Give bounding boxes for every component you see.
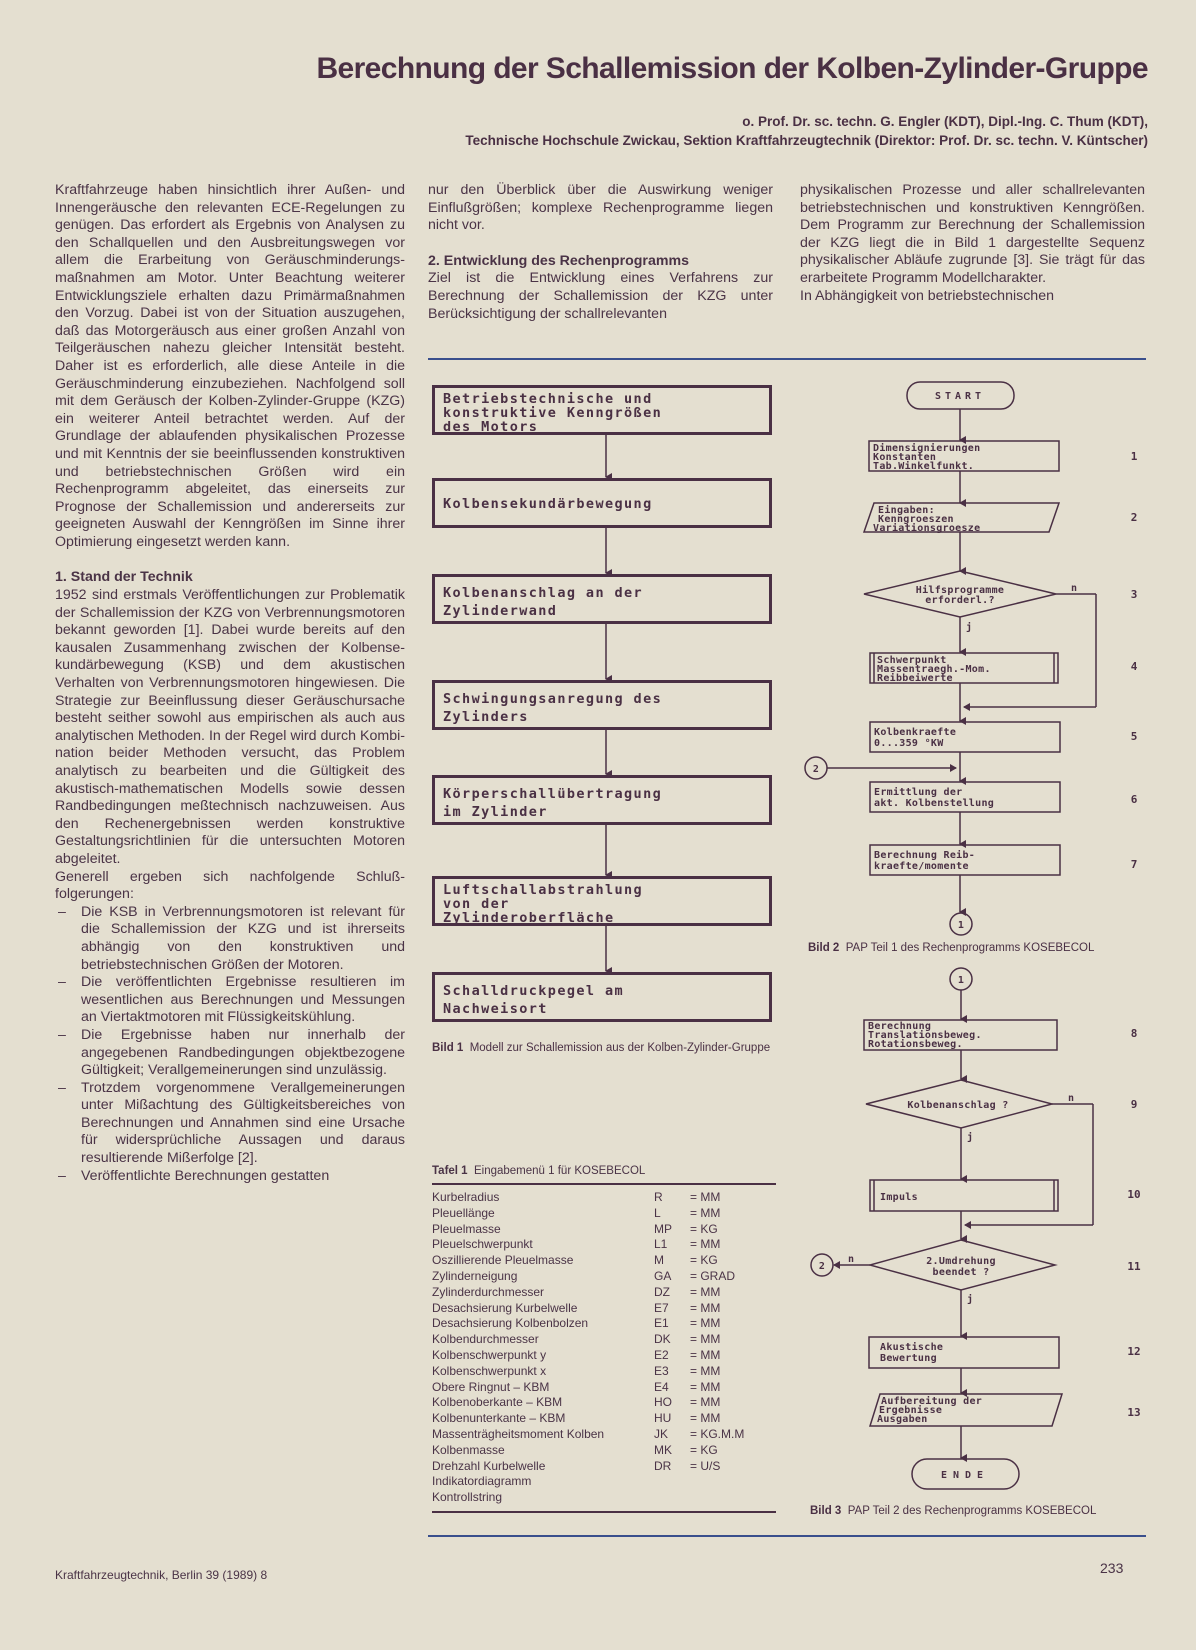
- pap-text: Reibbeiwerte: [877, 673, 953, 684]
- start-label: START: [934, 391, 986, 402]
- pap-text: Ermittlung der: [874, 787, 963, 798]
- param-unit: = KG: [690, 1442, 718, 1457]
- param-unit: = U/S: [690, 1458, 721, 1473]
- param-unit: = KG: [690, 1221, 718, 1236]
- param-name: Pleuelschwerpunkt: [432, 1237, 533, 1252]
- list-item: – Die Ergebnisse haben nur innerhalb der angegebenen Randbedingungen objektbezogene Gültigkeit; Verallgemeinerungen sind unzulässig.: [55, 1027, 405, 1080]
- pap-text: erforderl.?: [925, 595, 995, 606]
- param-unit: = GRAD: [690, 1268, 736, 1283]
- param-unit: = MM: [690, 1205, 721, 1220]
- param-unit: = MM: [690, 1300, 721, 1315]
- table-row: [432, 1348, 776, 1364]
- table-row: [432, 1206, 776, 1222]
- table-row: [432, 1237, 776, 1253]
- param-unit: = MM: [690, 1190, 721, 1204]
- bild2-caption: [808, 941, 1094, 955]
- param-unit: = KG.M.M: [690, 1426, 745, 1441]
- pap-text: Ergebnisse: [879, 1405, 943, 1416]
- pap-text: Dimensignierungen: [873, 443, 981, 454]
- authors-line-1: o. Prof. Dr. sc. techn. G. Engler (KDT), Dipl.-Ing. C. Thum (KDT),: [742, 114, 1148, 129]
- step-number: 8: [1130, 1027, 1138, 1040]
- pap-text: Kenngroeszen: [878, 514, 954, 525]
- column-3-paragraph: physikalischen Prozesse und aller schallrelevanten betriebstechnischen und konstruktiven Kenngrößen. Dem Programm zur Berechnung der Schallemission der KZG liegt die in Bild 1 dargestellte Sequenz physikalischer Abläufe zugrunde [3]. Sie trägt für das erarbeitete Programm Modellcharakter.: [800, 182, 1145, 286]
- param-name: Kolbenschwerpunkt x: [432, 1363, 547, 1378]
- pap-text: Impuls: [880, 1192, 918, 1203]
- param-name: Indikatordiagramm: [432, 1474, 532, 1489]
- table-row: [432, 1395, 776, 1411]
- bild1-caption-text: Modell zur Schallemission aus der Kolben-Zylinder-Gruppe: [469, 1042, 771, 1054]
- param-symbol: M: [654, 1253, 664, 1268]
- param-name: Kontrollstring: [432, 1490, 503, 1505]
- param-symbol: E1: [654, 1316, 669, 1331]
- param-name: Kolbendurchmesser: [432, 1332, 539, 1347]
- table-row: [432, 1364, 776, 1380]
- continuation-paragraph: nur den Überblick über die Auswirkung weniger Einflußgrößen; komplexe Rechenprogramme liegen nicht vor.: [428, 182, 773, 234]
- step-number: 4: [1130, 660, 1138, 673]
- pap-text: Bewertung: [880, 1353, 937, 1364]
- param-symbol: E4: [654, 1379, 669, 1394]
- param-symbol: DR: [654, 1458, 672, 1473]
- end-label: ENDE: [940, 1470, 990, 1481]
- param-symbol: MP: [654, 1221, 672, 1236]
- param-unit: = MM: [690, 1284, 721, 1299]
- section-1-paragraph: 1952 sind erstmals Veröffentlichungen zur Problematik der Schallemission der KZG von Verbrennungsmotoren bekannt geworden [1]. Dabei wurde bereits auf den kausalen Zusammenhang zwischen der Kolbensekundärbewegung (KSB) und dem akustischen Verhalten von Verbrennungsmotoren hingewiesen. Die Strategie zur Beeinflussung dieser Geräuschursache besteht seither sowohl aus empirischen als auch aus analytischen Methoden. In der Regel wird durch Kombination beider Methoden versucht, das Problem analytisch zu bearbeiten und die Gültigkeit des akustisch-mathematischen Modells sowie dessen Randbedingungen meßtechnisch nachzuweisen. Aus den Rechenergebnissen werden konstruktive Gestaltungsrichtlinien für die untersuchten Motoren abgeleitet.: [55, 587, 405, 867]
- param-symbol: MK: [654, 1442, 672, 1457]
- step-number: 1: [1130, 450, 1138, 463]
- list-item: – Die veröffentlichten Ergebnisse resultieren im wesentlichen aus Berechnungen und Messungen an Viertaktmotoren mit Flüssigkeitskühlung.: [55, 974, 405, 1027]
- pap-text: Translationsbeweg.: [868, 1030, 982, 1041]
- param-symbol: DZ: [654, 1284, 670, 1299]
- param-symbol: GA: [654, 1268, 672, 1283]
- table-row: [432, 1443, 776, 1459]
- yes-label: j: [967, 1132, 974, 1143]
- connector-label: 2: [812, 764, 820, 775]
- param-unit: [690, 1474, 776, 1490]
- table-row: [432, 1222, 776, 1238]
- table-row: [432, 1459, 776, 1475]
- param-name: Kolbenoberkante – KBM: [432, 1395, 563, 1410]
- table-row: [432, 1285, 776, 1301]
- param-unit: = MM: [690, 1237, 721, 1252]
- param-unit: = MM: [690, 1363, 721, 1378]
- table-row: [432, 1380, 776, 1396]
- pap-text: 2.Umdrehung: [926, 1256, 996, 1267]
- param-symbol: JK: [654, 1426, 669, 1441]
- intro-paragraph: Kraftfahrzeuge haben hinsichtlich ihrer Außen- und Innengeräusche den relevanten ECE-Regelungen zu genügen. Das erfordert als Ergebnis von Analysen zu den Schallquellen und den Ausbreitungswegen vor allem die Erarbeitung von Geräuschminderungsmaßnahmen am Motor. Unter Beachtung weiterer Entwicklungsziele erhalten dazu Primärmaßnahmen den Vorzug. Dabei ist von der Situation auszugehen, daß das Motorgeräusch aus einer großen Anzahl von Teilgeräuschen nahezu gleicher Intensität besteht. Daher ist es erforderlich, alle diese Anteile in die Geräuschminderung einzubeziehen. Nachfolgend soll mit dem Geräusch der Kolben-Zylinder-Gruppe (KZG) ein weiterer Anteil betrachtet werden. Auf der Grundlage der ablaufenden physikalischen Prozesse und mit Kenntnis der sie beeinflussenden konstruktiven und betriebstechnischen Größen wird ein Rechenprogramm abgeleitet, das einerseits zur Prognose der Schallemission und andererseits zur geeigneten Auswahl der Kenngrößen im Sinne ihrer Optimierung eingesetzt werden kann.: [55, 182, 405, 550]
- pap-text: Ausgaben: [877, 1414, 928, 1425]
- step-number: 13: [1127, 1406, 1141, 1419]
- param-unit: [690, 1490, 776, 1506]
- connector-label: 2: [818, 1261, 826, 1272]
- bild1-box-4: Schwingungsanregung des Zylinders: [432, 680, 772, 730]
- pap-text: Berechnung Reib-: [874, 850, 976, 861]
- no-label: n: [1071, 583, 1078, 594]
- pap-text: Konstanten: [873, 452, 937, 463]
- table-row: [432, 1490, 776, 1506]
- step-number: 7: [1130, 858, 1138, 871]
- section-2-paragraph: Ziel ist die Entwicklung eines Verfahrens zur Berechnung der Schallemission der KZG unter Berücksichtigung der schallrelevanten: [428, 270, 773, 322]
- param-unit: = MM: [690, 1347, 721, 1362]
- tafel1-table: [432, 1190, 776, 1506]
- section-1-conclusions-intro: Generell ergeben sich nachfolgende Schlußfolgerungen:: [55, 868, 405, 903]
- step-number: 6: [1130, 793, 1138, 806]
- tafel1-label: Tafel 1: [432, 1165, 468, 1177]
- param-symbol: HU: [654, 1411, 672, 1426]
- param-unit: = MM: [690, 1379, 721, 1394]
- bild1-box-7: Schalldruckpegel am Nachweisort: [432, 972, 772, 1022]
- tafel1-title-text: Eingabemenü 1 für KOSEBECOL: [473, 1165, 646, 1177]
- step-number: 2: [1130, 511, 1138, 524]
- pap-text: kraefte/momente: [874, 861, 969, 872]
- pap-text: beendet ?: [932, 1267, 990, 1278]
- pap-text: Eingaben:: [878, 505, 935, 516]
- pap-text: Variationsgroesze: [873, 523, 981, 534]
- list-item: – Die KSB in Verbrennungsmotoren ist relevant für die Schallemission der KZG und ist ihrerseits abhängig von den konstruktiven und betriebstechnischen Größen der Motoren.: [55, 904, 405, 974]
- connector-label: 1: [957, 975, 965, 986]
- param-unit: = MM: [690, 1411, 721, 1426]
- tafel1-rule-bottom: [432, 1511, 776, 1513]
- param-symbol: HO: [654, 1395, 672, 1410]
- pap-text: 0...359 °KW: [874, 738, 944, 749]
- param-symbol: DK: [654, 1332, 671, 1347]
- param-symbol: E3: [654, 1363, 669, 1378]
- param-unit: = MM: [690, 1332, 721, 1347]
- pap-text: Hilfsprogramme: [915, 585, 1005, 596]
- pap-text: Berechnung: [868, 1021, 932, 1032]
- bild1-box-1: Betriebstechnische und konstruktive Kenngrößen des Motors: [432, 385, 772, 435]
- table-row: [432, 1427, 776, 1443]
- article-title: Berechnung der Schallemission der Kolben-Zylinder-Gruppe: [316, 52, 1148, 85]
- bild2-caption-label: Bild 2: [808, 942, 840, 954]
- pap-text: Kolbenanschlag ?: [907, 1100, 1009, 1111]
- step-number: 10: [1127, 1188, 1141, 1201]
- pap-text: akt. Kolbenstellung: [874, 798, 995, 809]
- connector-label: 1: [957, 920, 965, 931]
- step-number: 9: [1130, 1098, 1138, 1111]
- tafel1-rule-top: [432, 1183, 776, 1185]
- pap-text: Schwerpunkt: [877, 655, 947, 666]
- param-name: Obere Ringnut – KBM: [432, 1379, 550, 1394]
- table-row: [432, 1316, 776, 1332]
- param-unit: = MM: [690, 1316, 721, 1331]
- bild1-box-6: Luftschallabstrahlung von der Zylinderoberfläche: [432, 876, 772, 926]
- list-item: – Trotzdem vorgenommene Verallgemeinerungen unter Mißachtung des Gültigkeitsbereiches von Berechnungen und Annahmen sind eine Ursache für widersprüchliche Aussagen und daraus resultierende Mißerfolge [2].: [55, 1080, 405, 1168]
- param-symbol: E7: [654, 1300, 669, 1315]
- table-row: [432, 1332, 776, 1348]
- authors-line-2: Technische Hochschule Zwickau, Sektion Kraftfahrzeugtechnik (Direktor: Prof. Dr. sc. techn. V. Küntscher): [465, 133, 1148, 148]
- pap-text: Tab.Winkelfunkt.: [873, 461, 975, 472]
- param-name: Desachsierung Kurbelwelle: [432, 1300, 578, 1315]
- step-number: 5: [1130, 730, 1138, 743]
- pap-text: Akustische: [880, 1342, 944, 1353]
- table-row: [432, 1253, 776, 1269]
- journal-footer: Kraftfahrzeugtechnik, Berlin 39 (1989) 8: [55, 1568, 268, 1582]
- bild1-box-3: Kolbenanschlag an der Zylinderwand: [432, 574, 772, 624]
- param-name: Desachsierung Kolbenbolzen: [432, 1316, 589, 1331]
- bild2-caption-text: PAP Teil 1 des Rechenprogramms KOSEBECOL: [845, 942, 1095, 954]
- step-number: 12: [1127, 1345, 1141, 1358]
- bild1-box-2: Kolbensekundärbewegung: [432, 478, 772, 528]
- pap-text: Aufbereitung der: [881, 1396, 983, 1407]
- param-symbol: E2: [654, 1347, 669, 1362]
- pap-text: Kolbenkraefte: [874, 727, 957, 738]
- param-name: Pleuellänge: [432, 1205, 495, 1220]
- pap-text: Massentraegh.-Mom.: [877, 664, 991, 675]
- column-3-paragraph-2: In Abhängigkeit von betriebstechnischen: [800, 287, 1054, 304]
- list-item: – Veröffentlichte Berechnungen gestatten: [55, 1168, 405, 1186]
- yes-label: j: [966, 622, 973, 633]
- table-row: [432, 1190, 776, 1206]
- no-label: n: [848, 1254, 855, 1265]
- table-row: [432, 1301, 776, 1317]
- param-symbol: R: [654, 1190, 663, 1204]
- tafel1-title: [432, 1165, 645, 1177]
- param-symbol: [654, 1474, 690, 1490]
- param-name: Kolbenunterkante – KBM: [432, 1411, 566, 1426]
- page-number: 233: [1100, 1560, 1124, 1576]
- param-symbol: [654, 1490, 690, 1506]
- table-row: [432, 1474, 776, 1490]
- param-unit: = MM: [690, 1395, 721, 1410]
- bild3-caption-text: PAP Teil 2 des Rechenprogramms KOSEBECOL: [847, 1505, 1097, 1517]
- param-name: Kurbelradius: [432, 1190, 500, 1204]
- param-name: Oszillierende Pleuelmasse: [432, 1253, 574, 1268]
- bild3-caption: [810, 1504, 1096, 1518]
- bild3-caption-label: Bild 3: [810, 1505, 842, 1517]
- param-name: Kolbenmasse: [432, 1442, 505, 1457]
- param-name: Drehzahl Kurbelwelle: [432, 1458, 546, 1473]
- section-2-heading: 2. Entwicklung des Rechenprogramms: [428, 252, 689, 269]
- section-1-heading: 1. Stand der Technik: [55, 569, 193, 586]
- pap-text: Rotationsbeweg.: [868, 1039, 963, 1050]
- bild1-box-5: Körperschallübertragung im Zylinder: [432, 775, 772, 825]
- table-row: [432, 1411, 776, 1427]
- param-name: Zylinderneigung: [432, 1268, 518, 1283]
- param-name: Kolbenschwerpunkt y: [432, 1347, 547, 1362]
- param-symbol: L1: [654, 1237, 668, 1252]
- table-row: [432, 1269, 776, 1285]
- bild1-caption-label: Bild 1: [432, 1042, 464, 1054]
- yes-label: j: [967, 1294, 974, 1305]
- param-name: Zylinderdurchmesser: [432, 1284, 545, 1299]
- step-number: 11: [1127, 1260, 1141, 1273]
- param-unit: = KG: [690, 1253, 718, 1268]
- step-number: 3: [1130, 588, 1138, 601]
- param-name: Pleuelmasse: [432, 1221, 501, 1236]
- param-name: Massenträgheitsmoment Kolben: [432, 1426, 605, 1441]
- param-symbol: L: [654, 1205, 661, 1220]
- divider-bottom: [428, 1535, 1146, 1537]
- no-label: n: [1068, 1093, 1075, 1104]
